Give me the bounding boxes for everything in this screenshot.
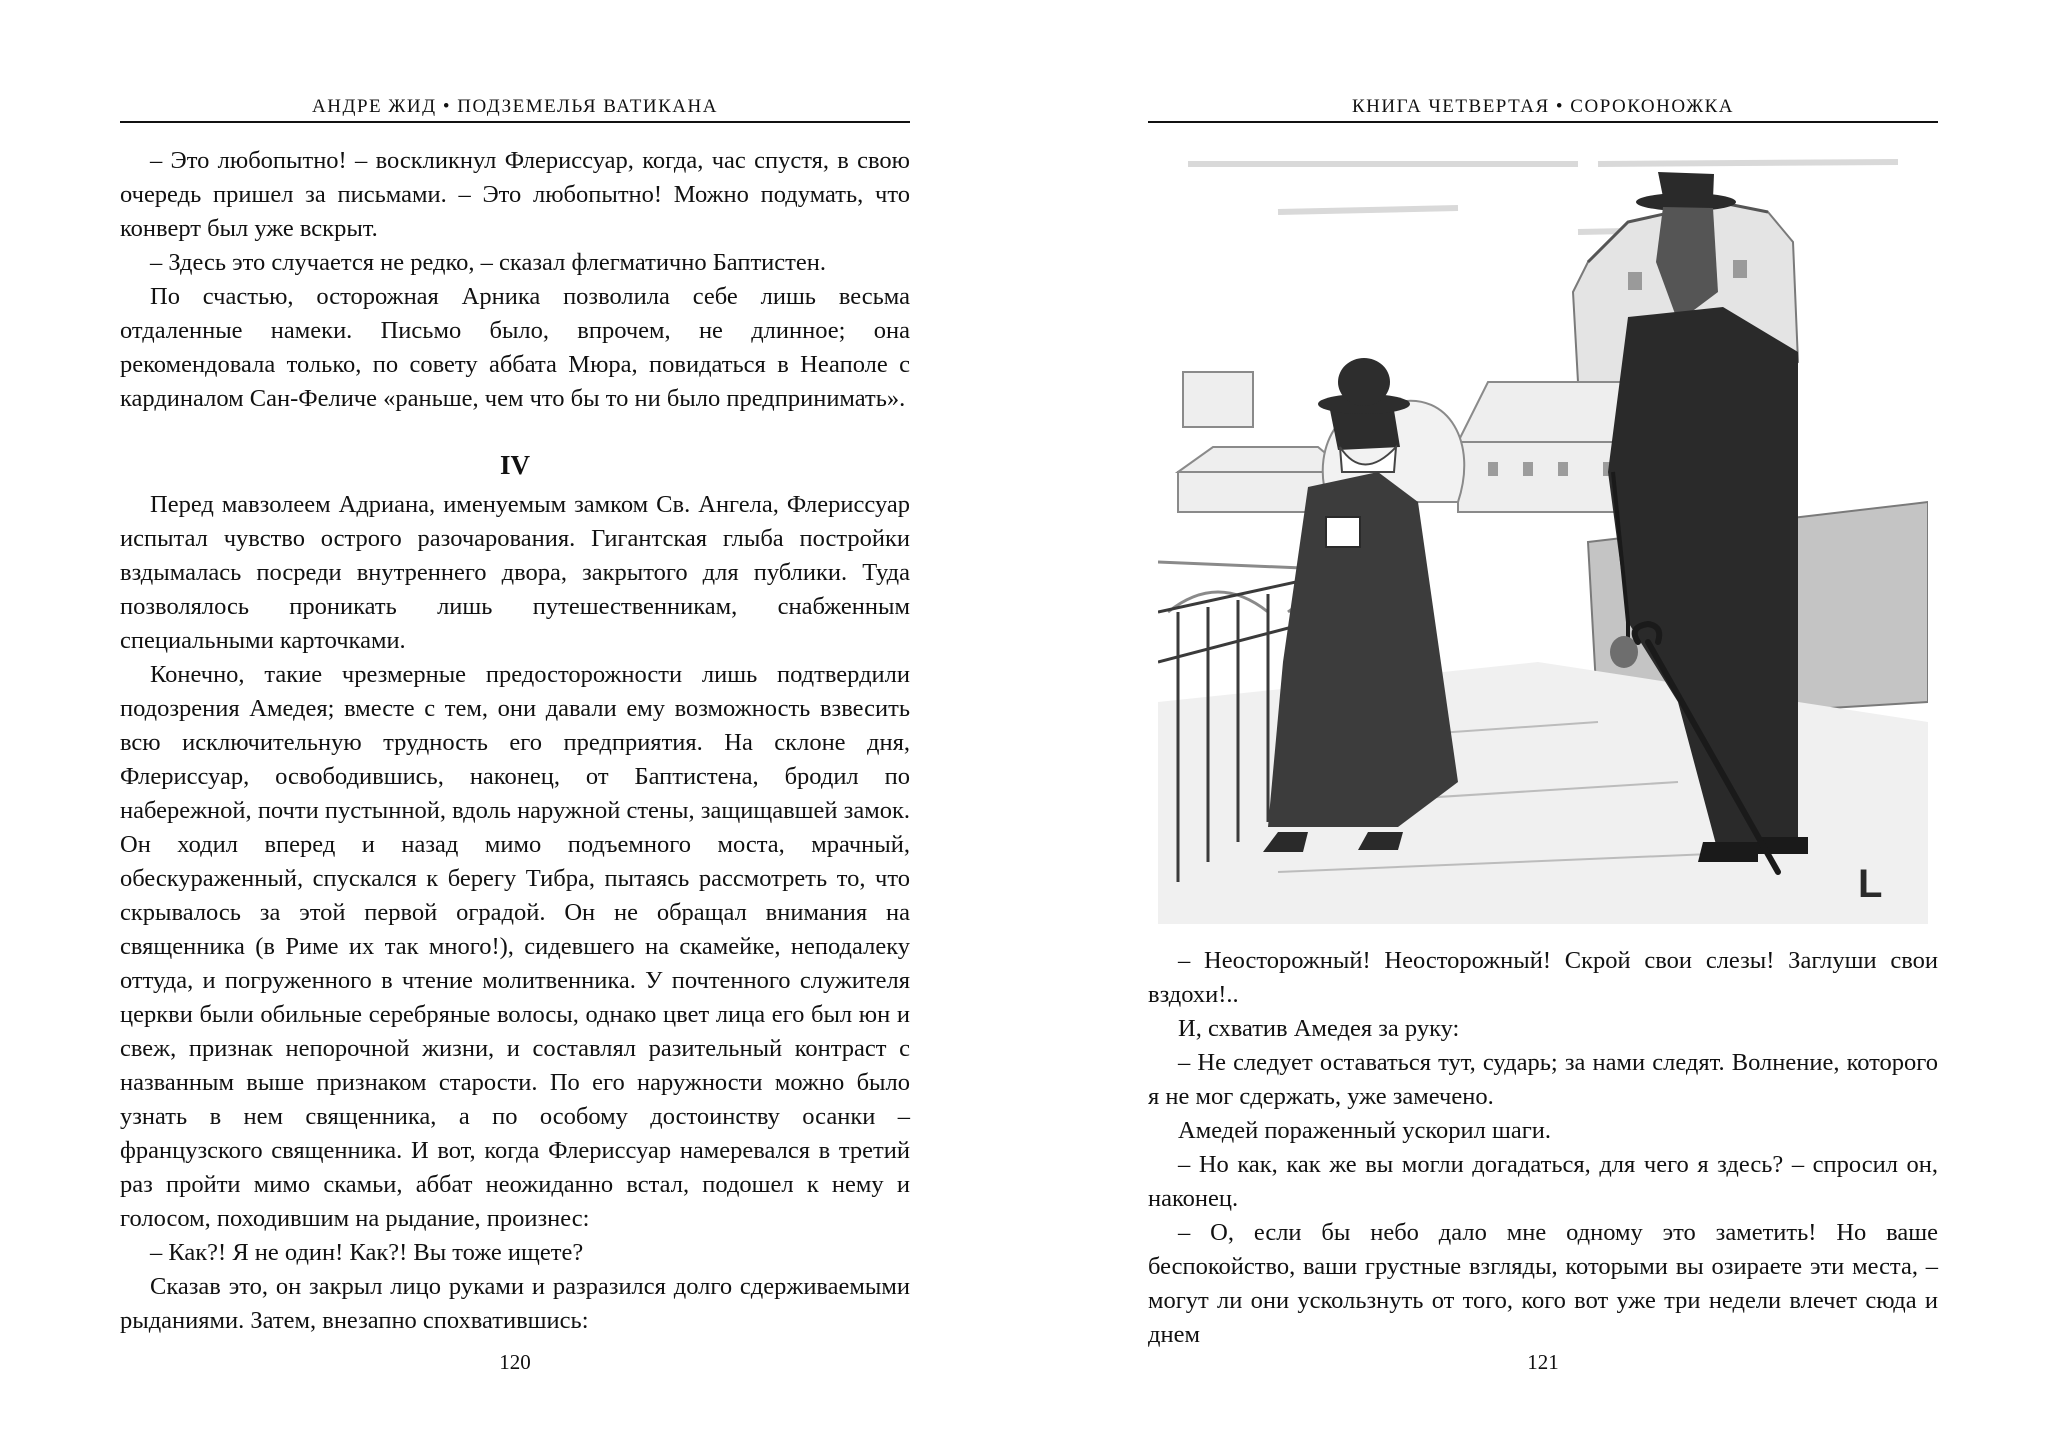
- illustration: [1158, 142, 1928, 924]
- paragraph: – Не следует оставаться тут, сударь; за нами следят. Волнение, которого я не мог сдержать, уже замечено.: [1148, 1049, 1938, 1110]
- left-header-rule: [120, 121, 910, 123]
- paragraph: И, схватив Амедея за руку:: [1178, 1015, 1460, 1042]
- paragraph: Перед мавзолеем Адриана, именуемым замком Св. Ангела, Флериссуар испытал чувство острого разочарования. Гигантская глыба постройки вздымалась посреди внутреннего двора, закрытого для публики. Туда позволялось проникать лишь путешественникам, снабженным специальными карточками.: [120, 491, 910, 654]
- paragraph: – Это любопытно! – воскликнул Флериссуар, когда, час спустя, в свою очередь пришел за письмами. – Это любопытно! Можно подумать, что конверт был уже вскрыт.: [120, 147, 910, 242]
- right-header-rule: [1148, 121, 1938, 123]
- paragraph: Сказав это, он закрыл лицо руками и разразился долго сдерживаемыми рыданиями. Затем, внезапно спохватившись:: [120, 1273, 910, 1334]
- left-page: [120, 0, 910, 1446]
- artist-signature: L: [1858, 862, 1883, 906]
- illustration-drawing: [1158, 142, 1928, 924]
- right-page: [1148, 0, 1938, 1446]
- paragraph: – Как?! Я не один! Как?! Вы тоже ищете?: [150, 1239, 584, 1266]
- paragraph: – Но как, как же вы могли догадаться, для чего я здесь? – спросил он, наконец.: [1148, 1151, 1938, 1212]
- right-text-block: [1148, 944, 1938, 1352]
- left-running-head: АНДРЕ ЖИД • ПОДЗЕМЕЛЬЯ ВАТИКАНА: [312, 96, 718, 117]
- paragraph: По счастью, осторожная Арника позволила себе лишь весьма отдаленные намеки. Письмо было, впрочем, не длинное; она рекомендовала только, по совету аббата Мюра, повидаться в Неаполе с кардиналом Сан-Феличе «раньше, чем что бы то ни было предпринимать».: [120, 283, 910, 412]
- paragraph: – Неосторожный! Неосторожный! Скрой свои слезы! Заглуши свои вздохи!..: [1148, 947, 1938, 1008]
- paragraph: – Здесь это случается не редко, – сказал флегматично Баптистен.: [150, 249, 826, 276]
- left-page-number: 120: [499, 1350, 531, 1374]
- paragraph: Амедей пораженный ускорил шаги.: [1178, 1117, 1551, 1144]
- paragraph: Конечно, такие чрезмерные предосторожности лишь подтвердили подозрения Амедея; вместе с тем, они давали ему возможность взвесить всю исключительную трудность его предприятия. На склоне дня, Флериссуар, освободившись, наконец, от Баптистена, бродил по набережной, почти пустынной, вдоль наружной стены, защищавшей замок. Он ходил вперед и назад мимо подъемного моста, мрачный, обескураженный, спускался к берегу Тибра, пытаясь рассмотреть то, что скрывалось за этой первой оградой. Он не обращал внимания на священника (в Риме их так много!), сидевшего на скамейке, неподалеку оттуда, и погруженного в чтение молитвенника. У почтенного служителя церкви были обильные серебряные волосы, однако цвет лица его был юн и свеж, признак непорочной жизни, и составлял разительный контраст с названным выше признаком старости. По его наружности можно было узнать в нем священника, а по особому достоинству осанки – французского священника. И вот, когда Флериссуар намеревался в третий раз пройти мимо скамьи, аббат неожиданно встал, подошел к нему и голосом, походившим на рыдание, произнес:: [120, 661, 910, 1232]
- section-heading: IV: [499, 450, 530, 480]
- right-page-number: 121: [1527, 1350, 1559, 1374]
- right-running-head: КНИГА ЧЕТВЕРТАЯ • СОРОКОНОЖКА: [1351, 96, 1735, 117]
- left-text-block: [120, 144, 910, 1338]
- paragraph: – О, если бы небо дало мне одному это заметить! Но ваше беспокойство, ваши грустные взгляды, которыми вы озираете эти места, – могут ли они ускользнуть от того, кого вот уже три недели влечет сюда и днем: [1148, 1219, 1938, 1348]
